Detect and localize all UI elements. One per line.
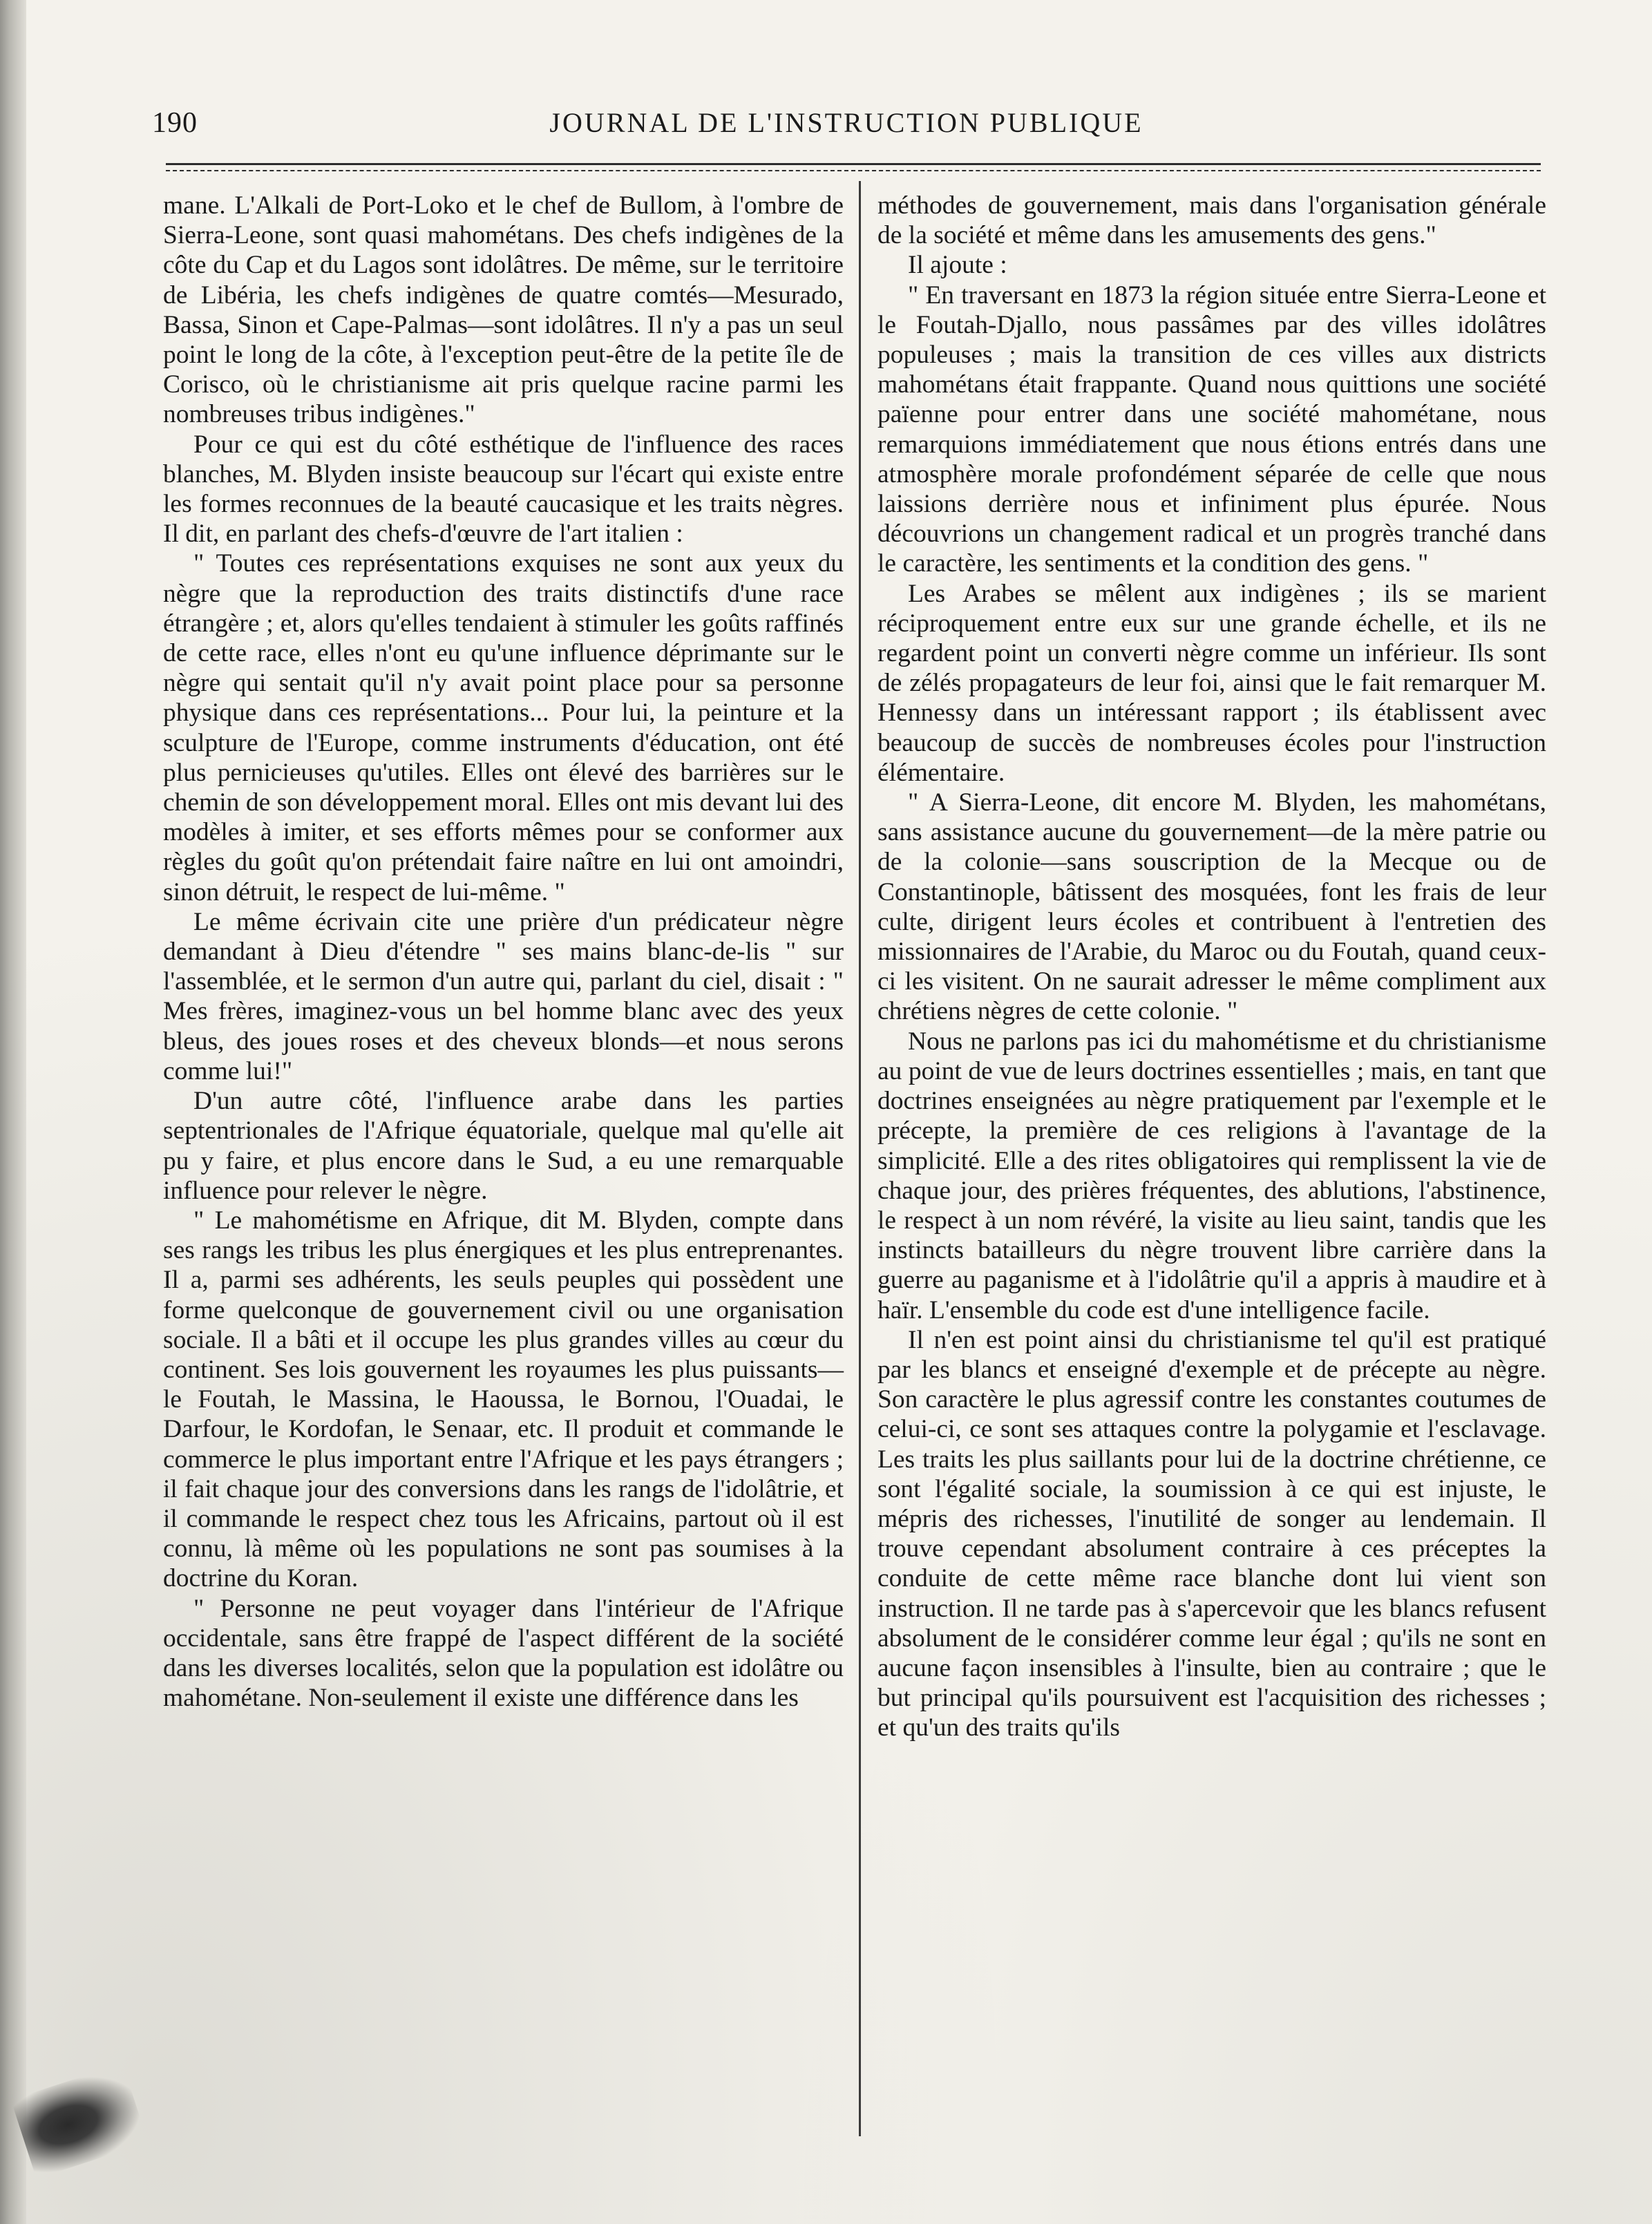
- paragraph: " Personne ne peut voyager dans l'intérieur de l'Afrique occidentale, sans être frappé de l'aspect différent de la société dans les diverses localités, selon que la population est idolâtre ou mahométane. Non-seulement il existe une différence dans les: [163, 1594, 844, 1713]
- page-header: [152, 104, 1541, 145]
- header-rule: [166, 163, 1541, 165]
- paragraph: Nous ne parlons pas ici du mahométisme et du christianisme au point de vue de leurs doctrines essentielles ; mais, en tant que doctrines enseignées au nègre pratiquement par l'exemple et le précepte, la première de ces religions à l'avantage de la simplicité. Elle a des rites obligatoires qui remplissent la vie de chaque jour, des prières fréquentes, des ablutions, l'abstinence, le respect à un nom révéré, la visite au lieu saint, tandis que les instincts batailleurs du nègre trouvent libre carrière dans la guerre au paganisme et à l'idolâtrie qu'il a appris à maudire et à haïr. L'ensemble du code est d'une intelligence facile.: [877, 1027, 1546, 1324]
- page-number: 190: [152, 107, 198, 139]
- ink-stain: [11, 2064, 149, 2179]
- paragraph: Le même écrivain cite une prière d'un prédicateur nègre demandant à Dieu d'étendre " ses mains blanc-de-lis " sur l'assemblée, et le sermon d'un autre qui, parlant du ciel, disait : " Mes frères, imaginez-vous un bel homme blanc avec des yeux bleus, des joues roses et des cheveux blonds—et nous serons comme lui!": [163, 907, 844, 1085]
- running-title: JOURNAL DE L'INSTRUCTION PUBLIQUE: [549, 107, 1143, 138]
- right-column: [877, 191, 1546, 1743]
- paragraph: " En traversant en 1873 la région située entre Sierra-Leone et le Foutah-Djallo, nous passâmes par des villes idolâtres populeuses ; mais la transition de ces villes aux districts mahométans était frappante. Quand nous quittions une société païenne pour entrer dans une société mahométane, nous remarquions immédiatement que nous étions entrés dans une atmosphère morale profondément séparée de celle que nous laissions derrière nous et infiniment plus épurée. Nous découvrions un changement radical et un progrès tranché dans le caractère, les sentiments et la condition des gens. ": [877, 281, 1546, 578]
- column-divider: [859, 181, 861, 2136]
- paragraph: " A Sierra-Leone, dit encore M. Blyden, les mahométans, sans assistance aucune du gouvernement—de la mère patrie ou de la colonie—sans souscription de la Mecque ou de Constantinople, bâtissent des mosquées, font les frais de leur culte, dirigent leurs écoles et contribuent à l'entretien des missionnaires de l'Arabie, du Maroc ou du Foutah, quand ceux-ci les visitent. On ne saurait adresser le même compliment aux chrétiens nègres de cette colonie. ": [877, 788, 1546, 1026]
- paragraph: Il n'en est point ainsi du christianisme tel qu'il est pratiqué par les blancs et enseigné d'exemple et de précepte au nègre. Son caractère le plus agressif contre les constantes coutumes de celui-ci, ce sont ses attaques contre la polygamie et l'esclavage. Les traits les plus saillants pour lui de la doctrine chrétienne, ce sont l'égalité sociale, la soumission à ce qui est injuste, le mépris des richesses, l'inutilité de songer au lendemain. Il trouve cependant absolument contraire à ces préceptes la conduite de cette même race blanche dont lui vient son instruction. Il ne tarde pas à s'apercevoir que les blancs refusent absolument de le considérer comme leur égal ; qu'ils ne sont en aucune façon insensibles à l'insulte, bien au contraire ; que le but principal qu'ils poursuivent est l'acquisition des richesses ; et qu'un des traits qu'ils: [877, 1325, 1546, 1742]
- paragraph: Les Arabes se mêlent aux indigènes ; ils se marient réciproquement entre eux sur une grande échelle, et ils ne regardent point un converti nègre comme un inférieur. Ils sont de zélés propagateurs de leur foi, ainsi que le fait remarquer M. Hennessy dans un intéressant rapport ; ils établissent avec beaucoup de succès de nombreuses écoles pour l'instruction élémentaire.: [877, 579, 1546, 787]
- left-column: [163, 191, 844, 1713]
- paragraph: méthodes de gouvernement, mais dans l'organisation générale de la société et même dans les amusements des gens.": [877, 191, 1546, 250]
- paragraph: " Toutes ces représentations exquises ne sont aux yeux du nègre que la reproduction des traits distinctifs d'une race étrangère ; et, alors qu'elles tendaient à stimuler les goûts raffinés de cette race, elles n'ont eu qu'une influence déprimante sur le nègre qui sentait qu'il n'y avait point place pour sa personne physique dans ces représentations... Pour lui, la peinture et la sculpture de l'Europe, comme instruments d'éducation, ont été plus pernicieuses qu'utiles. Elles ont élevé des barrières sur le chemin de son développement moral. Elles ont mis devant lui des modèles à imiter, et ses efforts mêmes pour se conformer aux règles du goût qu'on prétendait faire naître en lui ont amoindri, sinon détruit, le respect de lui-même. ": [163, 549, 844, 906]
- header-rule-dashed: [166, 170, 1541, 171]
- paragraph: D'un autre côté, l'influence arabe dans les parties septentrionales de l'Afrique équatoriale, quelque mal qu'elle ait pu y faire, et plus encore dans le Sud, a eu une remarquable influence pour relever le nègre.: [163, 1087, 844, 1205]
- paragraph: Il ajoute :: [908, 251, 1007, 280]
- page-binding-edge: [0, 0, 26, 2224]
- paragraph: mane. L'Alkali de Port-Loko et le chef de Bullom, à l'ombre de Sierra-Leone, sont quasi mahométans. Des chefs indigènes de la côte du Cap et du Lagos sont idolâtres. De même, sur le territoire de Libéria, les chefs indigènes de quatre comtés—Mesurado, Bassa, Sinon et Cape-Palmas—sont idolâtres. Il n'y a pas un seul point le long de la côte, à l'exception peut-être de la petite île de Corisco, où le christianisme ait pris quelque racine parmi les nombreuses tribus indigènes.": [163, 191, 844, 429]
- paragraph: " Le mahométisme en Afrique, dit M. Blyden, compte dans ses rangs les tribus les plus énergiques et les plus entreprenantes. Il a, parmi ses adhérents, les seuls peuples qui possèdent une forme quelconque de gouvernement civil ou une organisation sociale. Il a bâti et il occupe les plus grandes villes au cœur du continent. Ses lois gouvernent les royaumes les plus puissants—le Foutah, le Massina, le Haoussa, le Bornou, l'Ouadai, le Darfour, le Kordofan, le Senaar, etc. Il produit et commande le commerce le plus important entre l'Afrique et les pays étrangers ; il fait chaque jour des conversions dans les rangs de l'idolâtrie, et il commande le respect chez tous les Africains, partout où il est connu, là même où les populations ne sont pas soumises à la doctrine du Koran.: [163, 1206, 844, 1593]
- paragraph: Pour ce qui est du côté esthétique de l'influence des races blanches, M. Blyden insiste beaucoup sur l'écart qui existe entre les formes reconnues de la beauté caucasique et les traits nègres. Il dit, en parlant des chefs-d'œuvre de l'art italien :: [163, 430, 844, 549]
